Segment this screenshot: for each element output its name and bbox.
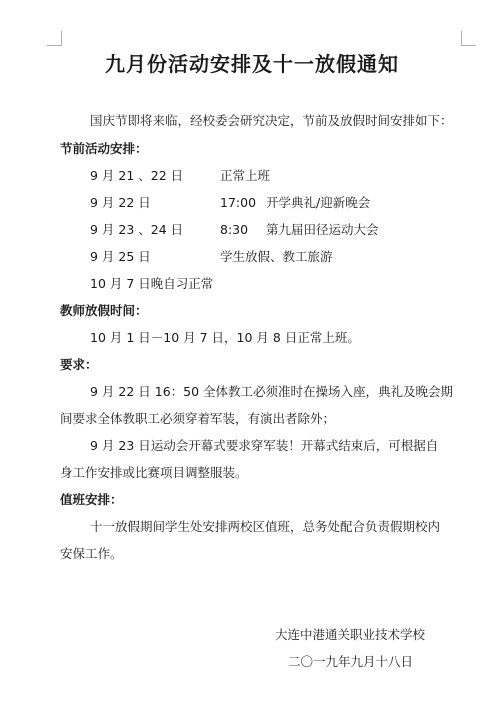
signature-date: 二〇一九年九月十八日 [288,654,414,669]
section-heading-duty: 值班安排： [60,492,123,507]
schedule-event: 正常上班 [220,168,271,183]
requirement-paragraph-line: 身工作安排或比赛项目调整服装。 [60,465,248,480]
section-heading-activities: 节前活动安排： [60,141,148,156]
schedule-event: 第九届田径运动大会 [266,222,379,237]
schedule-note: 10 月 7 日晚自习正常 [90,276,214,291]
requirement-paragraph-line: 9 月 23 日运动会开幕式要求穿军装！开幕式结束后，可根据自 [90,438,439,453]
schedule-time: 17:00 [220,195,257,210]
schedule-event: 开学典礼/迎新晚会 [266,195,371,210]
section-heading-holiday: 教师放假时间： [60,303,148,318]
duty-paragraph-line: 十一放假期间学生处安排两校区值班，总务处配合负责假期校内 [90,519,441,534]
signature-organization: 大连中港通关职业技术学校 [275,627,426,642]
schedule-event: 学生放假、教工旅游 [220,249,333,264]
requirement-paragraph-line: 9 月 22 日 16：50 全体教工必须准时在操场入座，典礼及晚会期 [90,384,454,399]
page-corner-mark-left [47,31,62,46]
schedule-date: 9 月 25 日 [90,249,151,264]
duty-paragraph-line: 安保工作。 [60,546,123,561]
intro-paragraph: 国庆节即将来临，经校委会研究决定，节前及放假时间安排如下： [90,113,453,128]
section-heading-requirements: 要求： [60,357,98,372]
schedule-date: 9 月 22 日 [90,195,151,210]
document-title: 九月份活动安排及十一放假通知 [105,52,399,76]
schedule-time: 8:30 [220,222,249,237]
holiday-text: 10 月 1 日－10 月 7 日，10 月 8 日正常上班。 [90,330,360,345]
requirement-paragraph-line: 间要求全体教职工必须穿着军装，有演出者除外； [60,411,336,426]
schedule-date: 9 月 23 、24 日 [90,222,184,237]
schedule-date: 9 月 21 、22 日 [90,168,184,183]
page-corner-mark-right [461,31,476,46]
